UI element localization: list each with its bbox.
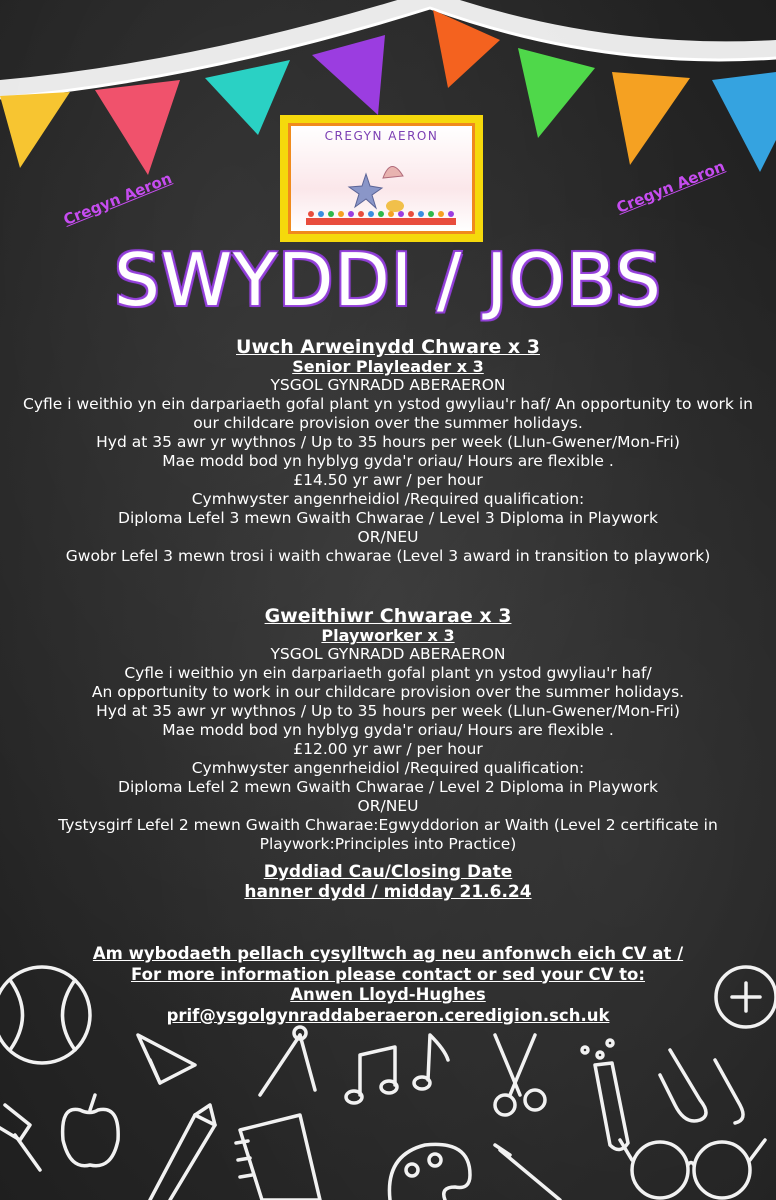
side-tag-right: Cregyn Aeron [613, 157, 728, 217]
headline: SWYDDI / JOBS [114, 238, 662, 322]
contact-email-link[interactable]: prif@ysgolgynraddaberaeron.ceredigion.sch.uk [166, 1005, 610, 1025]
closing-date [0, 862, 776, 902]
job-line: Cymhwyster angenrheidiol /Required qualification: [191, 759, 585, 777]
scissors-icon [495, 1035, 545, 1115]
logo-artwork [291, 126, 472, 231]
job-line: OR/NEU [357, 528, 419, 546]
contact-line-welsh: Am wybodaeth pellach cysylltwch ag neu anfonwch eich CV at / [92, 944, 684, 963]
flag-pink [95, 80, 180, 175]
job-line: Hyd at 35 awr yr wythnos / Up to 35 hours per week (Llun-Gwener/Mon-Fri) [96, 433, 680, 451]
compass-icon [260, 1027, 315, 1095]
job-line: £14.50 yr awr / per hour [293, 471, 483, 489]
job-line: Mae modd bod yn hyblyg gyda'r oriau/ Hours are flexible . [162, 721, 614, 739]
shell-icon [383, 166, 403, 178]
music-notes-icon [346, 1035, 448, 1103]
contact-line-english: For more information please contact or sed your CV to: [131, 964, 645, 984]
job-line: £12.00 yr awr / per hour [293, 740, 483, 758]
job-subtitle: Senior Playleader x 3 [292, 357, 484, 376]
plus-button-icon [716, 967, 776, 1027]
flag-green [518, 48, 595, 138]
job-line: Gwobr Lefel 3 mewn trosi i waith chwarae (Level 3 award in transition to playwork) [65, 547, 711, 565]
paintbrush-icon [495, 1145, 560, 1200]
side-tag-left: Cregyn Aeron [60, 169, 175, 229]
job-subtitle: Playworker x 3 [321, 626, 455, 645]
closing-date-value: hanner dydd / midday 21.6.24 [244, 882, 532, 902]
children-chain-icon [306, 211, 456, 225]
job-line: An opportunity to work in our childcare provision over the summer holidays. [91, 683, 685, 701]
job-line: Hyd at 35 awr yr wythnos / Up to 35 hours per week (Llun-Gwener/Mon-Fri) [96, 702, 680, 720]
pushpin-icon [0, 1105, 40, 1170]
job-line: Mae modd bod yn hyblyg gyda'r oriau/ Hours are flexible . [162, 452, 614, 470]
job-playworker [20, 605, 756, 854]
job-line: Cyfle i weithio yn ein darpariaeth gofal plant yn ystod gwyliau'r haf/ An opportunity to work in our childcare provision over the summer holidays. [23, 395, 753, 432]
glasses-icon [620, 1140, 765, 1198]
job-title: Gweithiwr Chwarae x 3 [264, 605, 512, 627]
job-line: Cymhwyster angenrheidiol /Required qualification: [191, 490, 585, 508]
closing-date-label: Dyddiad Cau/Closing Date [263, 862, 513, 882]
job-line: Cyfle i weithio yn ein darpariaeth gofal plant yn ystod gwyliau'r haf/ [124, 664, 652, 682]
flag-amber [612, 72, 690, 165]
school-doodles [0, 955, 776, 1200]
flag-blue [712, 72, 776, 172]
test-tube-icon [582, 1040, 628, 1150]
job-school: YSGOL GYNRADD ABERAERON [270, 376, 506, 394]
pencil-icon [150, 1105, 215, 1200]
palette-icon [389, 1144, 470, 1200]
paperclip-icon [660, 1050, 743, 1123]
job-line: Diploma Lefel 3 mewn Gwaith Chwarae / Level 3 Diploma in Playwork [118, 509, 658, 527]
paper-plane-icon [138, 1035, 195, 1083]
contact-name: Anwen Lloyd-Hughes [290, 985, 486, 1004]
seashell-icon [386, 200, 404, 212]
job-school: YSGOL GYNRADD ABERAERON [270, 645, 506, 663]
cregyn-aeron-logo [280, 115, 483, 242]
job-senior-playleader [20, 336, 756, 566]
logo-title: CREGYN AERON [324, 129, 439, 143]
apple-icon [63, 1095, 119, 1166]
job-line: Tystysgirf Lefel 2 mewn Gwaith Chwarae:Egwyddorion ar Waith (Level 2 certificate in Playwork:Principles into Practice) [58, 816, 718, 853]
job-title: Uwch Arweinydd Chware x 3 [236, 336, 540, 358]
flag-yellow [0, 92, 70, 168]
flag-teal [205, 60, 290, 135]
baseball-icon [0, 967, 90, 1063]
job-line: Diploma Lefel 2 mewn Gwaith Chwarae / Level 2 Diploma in Playwork [118, 778, 658, 796]
flag-purple [312, 35, 385, 115]
notebook-icon [236, 1115, 320, 1200]
starfish-icon [349, 174, 382, 208]
job-line: OR/NEU [357, 797, 419, 815]
